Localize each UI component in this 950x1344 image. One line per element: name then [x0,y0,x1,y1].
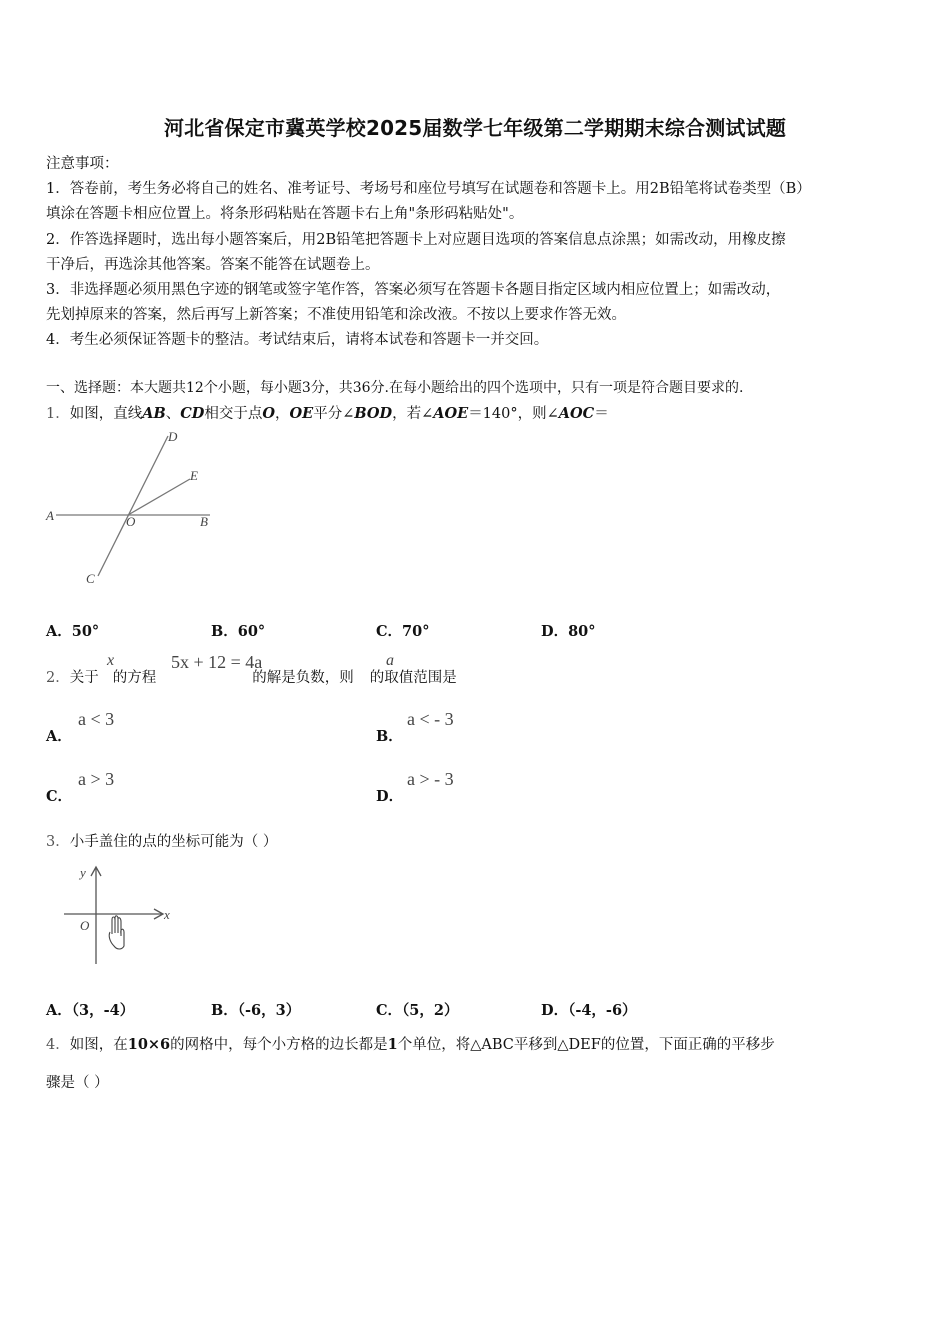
q1-aoc: AOC [558,405,595,422]
question-4-stem [46,1033,775,1054]
q2-option-c[interactable]: C． [46,788,73,805]
q1-cd: CD [180,405,205,422]
question-number: 2． [46,670,70,686]
notes-line: 1．答卷前，考生务必将自己的姓名、准考证号、考场号和座位号填写在试题卷和答题卡上。用2B铅笔将试卷类型（B） [46,181,811,197]
question-number: 3． [46,834,70,850]
notes-line: 填涂在答题卡相应位置上。将条形码粘贴在答题卡右上角"条形码粘贴处"。 [46,206,524,222]
q1-option-b[interactable]: B．60° [211,623,266,640]
label-a: A [46,508,54,523]
q1-aoe: AOE [433,405,469,422]
q1-option-d[interactable]: D．80° [541,623,596,640]
q1-oe: OE [289,405,314,422]
question-number: 1． [46,406,70,422]
q1-text: ， [275,406,290,422]
q4-text: 个单位，将△ABC平移到△DEF的位置，下面正确的平移步 [397,1037,775,1053]
q4-text: 的网格中，每个小方格的边长都是 [170,1037,388,1053]
q2-text: 关于 [69,670,99,686]
q3-option-d[interactable]: D．（-4，-6） [541,1002,637,1019]
var-a: a [386,652,394,669]
notes-line: 3．非选择题必须用黑色字迹的钢笔或签字笔作答，答案必须写在答题卡各题目指定区域内相应位置上；如需改动， [46,282,781,298]
q1-text: ，若∠ [392,406,434,422]
q3-figure [60,860,180,970]
q2-option-d[interactable]: D． [376,788,404,805]
q4-text: 如图，在 [69,1037,128,1053]
q1-o: O [262,405,276,422]
q4-unit: 1 [387,1036,398,1053]
q1-text: 相交于点 [204,406,263,422]
q3-option-b[interactable]: B．（-6，3） [211,1002,301,1019]
q3-option-c[interactable]: C．（5，2） [376,1002,459,1019]
label-e: E [190,468,198,483]
q1-ab: AB [142,405,166,422]
q2-option-d-expr: a > - 3 [407,769,454,789]
section-heading: 一、选择题：本大题共12个小题，每小题3分，共36分.在每小题给出的四个选项中，只有一项是符合题目要求的. [46,380,744,396]
q1-bod: BOD [354,405,393,422]
q1-text: 平分∠ [313,406,355,422]
var-x: x [107,652,115,669]
q2-var-a [386,652,394,670]
page-title: 河北省保定市冀英学校2025届数学七年级第二学期期末综合测试试题 [163,116,787,140]
q3-option-a[interactable]: A．（3，-4） [46,1002,135,1019]
q2-text: 的方程 [112,670,157,686]
q2-var-x [107,652,114,670]
question-3-stem [46,830,277,851]
q3-text: 小手盖住的点的坐标可能为（ ） [69,834,278,850]
q2-option-b[interactable]: B． [376,728,403,745]
q1-text: 如图，直线 [69,406,143,422]
notes-line: 2．作答选择题时，选出每小题答案后，用2B铅笔把答题卡上对应题目选项的答案信息点涂黑；如需改动，用橡皮擦 [46,232,786,248]
q1-text: ＝140°，则∠ [468,406,559,422]
q1-text: 、 [165,406,181,422]
q1-text: ＝ [594,406,609,422]
q2-text: 的取值范围是 [369,670,457,686]
notes-line: 先划掉原来的答案，然后再写上新答案；不准使用铅笔和涂改液。不按以上要求作答无效。 [46,307,626,323]
q2-option-a-expr: a < 3 [78,709,115,729]
q1-option-a[interactable]: A．50° [46,623,100,640]
q2-text: 的解是负数，则 [252,670,354,686]
notes-line: 4．考生必须保证答题卡的整洁。考试结束后，请将本试卷和答题卡一并交回。 [46,332,549,348]
notes-heading: 注意事项： [46,156,119,172]
q2-equation: 5x + 12 = 4a [171,652,263,672]
axis-y-label: y [80,865,86,880]
hand-icon [109,916,124,949]
label-o: O [126,514,136,529]
q1-figure [44,428,216,590]
label-c: C [86,571,95,586]
q4-grid: 10×6 [127,1036,171,1053]
origin-label: O [80,918,90,933]
label-b: B [200,514,208,529]
q2-option-b-expr: a < - 3 [407,709,454,729]
q1-option-c[interactable]: C．70° [376,623,430,640]
axis-x-label: x [164,907,170,922]
question-4-stem-line2: 骤是（ ） [46,1075,109,1091]
notes-line: 干净后，再选涂其他答案。答案不能答在试题卷上。 [46,257,380,273]
question-number: 4． [46,1037,70,1053]
q2-option-a[interactable]: A． [46,728,72,745]
label-d: D [168,429,178,444]
question-1-stem [46,402,609,423]
q2-option-c-expr: a > 3 [78,769,115,789]
